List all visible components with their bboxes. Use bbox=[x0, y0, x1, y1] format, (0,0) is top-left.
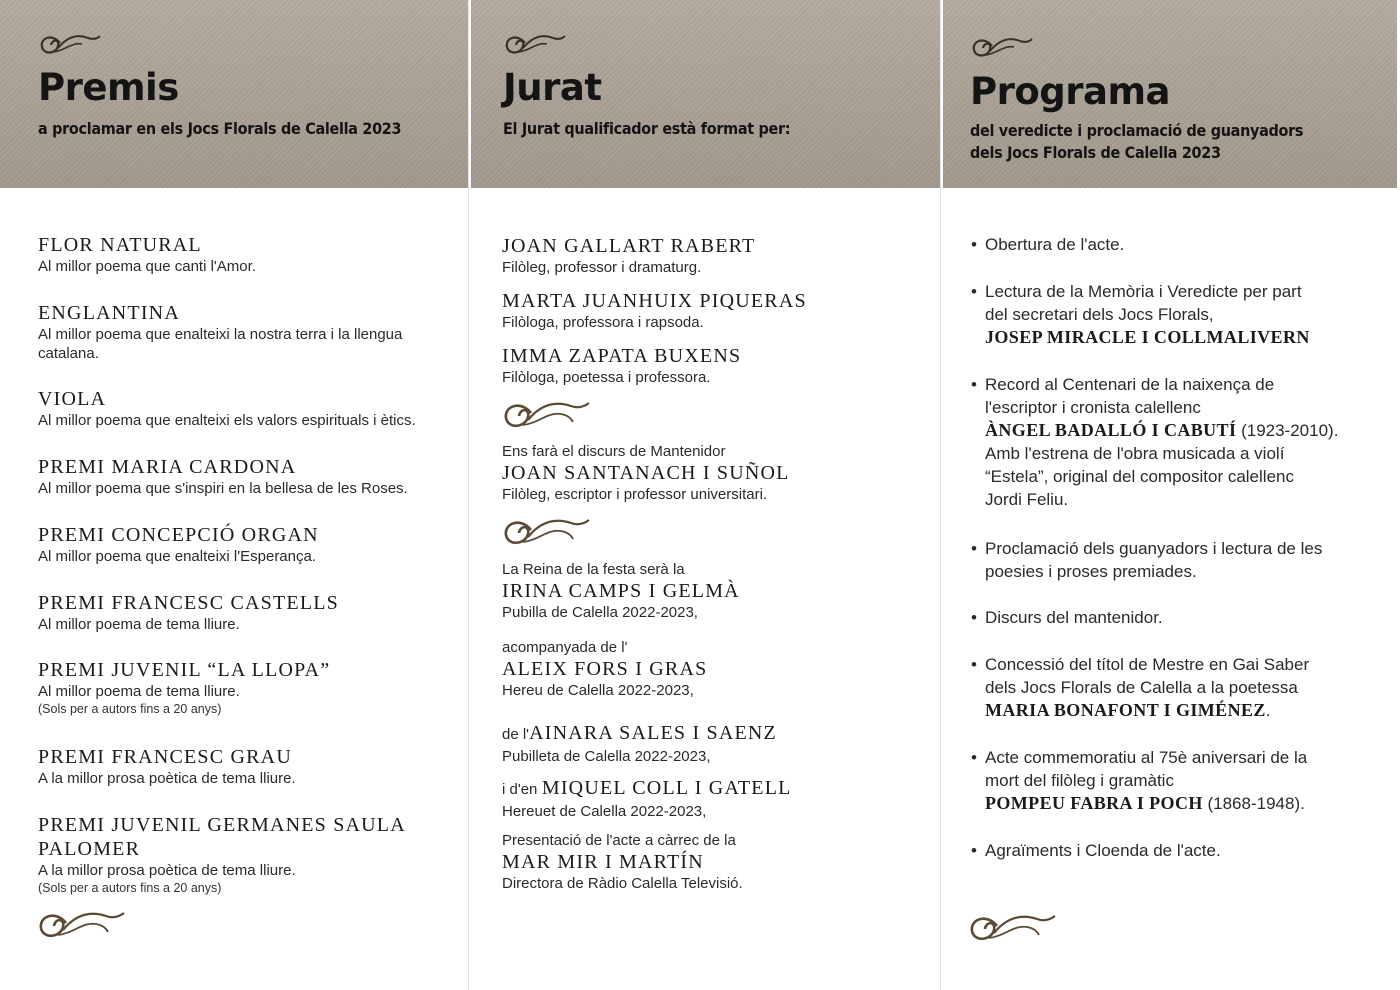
program-text: Proclamació dels guanyadors i lectura de les bbox=[985, 539, 1323, 558]
prize-desc: Al millor poema que enalteixi la nostra terra i la llengua catalana. bbox=[38, 326, 403, 362]
fold-line bbox=[468, 0, 469, 990]
program-text: dels Jocs Florals de Calella a la poetessa bbox=[985, 678, 1298, 697]
hereuet-name: MIQUEL COLL I GATELL bbox=[541, 777, 792, 799]
reina-block bbox=[502, 560, 922, 622]
program-text: Record al Centenari de la naixença de bbox=[985, 375, 1275, 394]
flourish-icon bbox=[36, 906, 126, 946]
member-name: MARTA JUANHUIX PIQUERAS bbox=[502, 290, 807, 312]
program-text: Acte commemoratiu al 75è aniversari de la bbox=[985, 748, 1308, 767]
program-punct: . bbox=[1265, 701, 1271, 720]
program-item bbox=[971, 839, 1351, 862]
prize-desc: Al millor poema que enalteixi l'Esperança. bbox=[38, 548, 317, 565]
jurat-title: Jurat bbox=[503, 66, 602, 109]
prize-name: ENGLANTINA bbox=[38, 302, 180, 324]
prize-note: (Sols per a autors fins a 20 anys) bbox=[38, 702, 222, 716]
prize-desc: A la millor prosa poètica de tema lliure. bbox=[38, 770, 296, 787]
hereu-name: ALEIX FORS I GRAS bbox=[502, 658, 708, 680]
bullet-icon: • bbox=[971, 608, 977, 627]
prize-item bbox=[38, 301, 438, 363]
flourish-icon bbox=[501, 396, 591, 436]
program-item bbox=[971, 606, 1351, 629]
flourish-icon bbox=[503, 30, 567, 60]
jury-member bbox=[502, 234, 922, 277]
prize-desc: Al millor poema que canti l'Amor. bbox=[38, 258, 256, 275]
program-item bbox=[971, 537, 1371, 583]
program-person: MARIA BONAFONT I GIMÉNEZ bbox=[985, 700, 1266, 720]
program-person: ÀNGEL BADALLÓ I CABUTÍ bbox=[985, 420, 1237, 440]
jury-member bbox=[502, 289, 922, 332]
premis-title: Premis bbox=[38, 66, 179, 109]
bullet-icon: • bbox=[971, 282, 977, 301]
bullet-icon: • bbox=[971, 748, 977, 767]
program-text: Agraïments i Cloenda de l'acte. bbox=[985, 841, 1221, 860]
program-item bbox=[971, 373, 1371, 511]
mantenidor-role: Filòleg, escriptor i professor universitari. bbox=[502, 486, 768, 503]
prize-item bbox=[38, 387, 458, 430]
reina-intro: La Reina de la festa serà la bbox=[502, 561, 685, 578]
prize-item bbox=[38, 813, 438, 897]
prize-desc: Al millor poema que enalteixi els valors espirituals i ètics. bbox=[38, 412, 416, 429]
programa-panel bbox=[943, 0, 1397, 990]
program-years: (1923-2010). bbox=[1236, 421, 1339, 440]
bullet-icon: • bbox=[971, 539, 977, 558]
program-text: “Estela”, original del compositor calellenc bbox=[985, 467, 1294, 486]
mantenidor-name: JOAN SANTANACH I SUÑOL bbox=[502, 462, 790, 484]
program-text: Obertura de l'acte. bbox=[985, 235, 1125, 254]
program-text: l'escriptor i cronista calellenc bbox=[985, 398, 1201, 417]
pubilleta-name: AINARA SALES I SAENZ bbox=[529, 722, 777, 744]
program-text: Jordi Feliu. bbox=[985, 490, 1069, 509]
prize-item bbox=[38, 745, 458, 788]
premis-panel bbox=[0, 0, 468, 990]
prize-name: PREMI CONCEPCIÓ ORGAN bbox=[38, 524, 319, 546]
prize-name: PREMI JUVENIL “LA LLOPA” bbox=[38, 659, 331, 681]
programa-header bbox=[943, 0, 1397, 188]
prize-name: FLOR NATURAL bbox=[38, 234, 202, 256]
flourish-icon bbox=[970, 33, 1034, 63]
member-role: Filòleg, professor i dramaturg. bbox=[502, 259, 702, 276]
hereuet-role: Hereuet de Calella 2022-2023, bbox=[502, 803, 707, 820]
prize-desc: Al millor poema de tema lliure. bbox=[38, 683, 240, 700]
prize-name: PREMI FRANCESC GRAU bbox=[38, 746, 292, 768]
bullet-icon: • bbox=[971, 841, 977, 860]
programa-subtitle-line: del veredicte i proclamació de guanyadors bbox=[970, 121, 1304, 140]
flourish-icon bbox=[38, 30, 102, 60]
program-text: Concessió del títol de Mestre en Gai Saber bbox=[985, 655, 1310, 674]
prize-desc: Al millor poema que s'inspiri en la bellesa de les Roses. bbox=[38, 480, 408, 497]
hereu-intro: acompanyada de l' bbox=[502, 639, 628, 656]
prize-item bbox=[38, 233, 438, 276]
prize-note: (Sols per a autors fins a 20 anys) bbox=[38, 881, 222, 895]
pubilleta-role: Pubilleta de Calella 2022-2023, bbox=[502, 748, 711, 765]
programa-subtitle bbox=[970, 120, 1303, 164]
prize-item bbox=[38, 455, 458, 498]
prize-name: VIOLA bbox=[38, 388, 107, 410]
presentacio-block bbox=[502, 831, 922, 893]
programa-subtitle-line: dels Jocs Florals de Calella 2023 bbox=[970, 143, 1221, 162]
programa-title: Programa bbox=[970, 70, 1171, 113]
prize-item bbox=[38, 523, 458, 566]
program-text: poesies i proses premiades. bbox=[985, 562, 1197, 581]
bullet-icon: • bbox=[971, 655, 977, 674]
hereuet-intro: i d'en bbox=[502, 781, 538, 798]
member-name: IMMA ZAPATA BUXENS bbox=[502, 345, 742, 367]
member-role: Filòloga, poetessa i professora. bbox=[502, 369, 711, 386]
prize-name: PREMI FRANCESC CASTELLS bbox=[38, 592, 339, 614]
hereuet-block bbox=[502, 776, 922, 821]
jury-member bbox=[502, 344, 922, 387]
bullet-icon: • bbox=[971, 375, 977, 394]
premis-header bbox=[0, 0, 468, 188]
program-text: del secretari dels Jocs Florals, bbox=[985, 305, 1214, 324]
jurat-panel bbox=[471, 0, 940, 990]
bullet-icon: • bbox=[971, 235, 977, 254]
hereu-block bbox=[502, 638, 922, 700]
presentacio-name: MAR MIR I MARTÍN bbox=[502, 851, 704, 873]
pubilleta-block bbox=[502, 721, 922, 766]
jurat-subtitle: El Jurat qualificador està format per: bbox=[503, 119, 791, 138]
mantenidor-block bbox=[502, 442, 922, 504]
presentacio-role: Directora de Ràdio Calella Televisió. bbox=[502, 875, 743, 892]
reina-name: IRINA CAMPS I GELMÀ bbox=[502, 580, 740, 602]
reina-role: Pubilla de Calella 2022-2023, bbox=[502, 604, 698, 621]
program-item bbox=[971, 233, 1351, 256]
program-text: mort del filòleg i gramàtic bbox=[985, 771, 1174, 790]
hereu-role: Hereu de Calella 2022-2023, bbox=[502, 682, 694, 699]
presentacio-intro: Presentació de l'acte a càrrec de la bbox=[502, 832, 736, 849]
prize-item bbox=[38, 658, 458, 718]
flourish-icon bbox=[501, 513, 591, 553]
program-text: Amb l'estrena de l'obra musicada a violí bbox=[985, 444, 1285, 463]
flourish-icon bbox=[967, 909, 1057, 949]
pubilleta-intro: de l' bbox=[502, 726, 530, 743]
program-text: Lectura de la Memòria i Veredicte per part bbox=[985, 282, 1302, 301]
member-name: JOAN GALLART RABERT bbox=[502, 235, 756, 257]
prize-desc: A la millor prosa poètica de tema lliure. bbox=[38, 862, 296, 879]
member-role: Filòloga, professora i rapsoda. bbox=[502, 314, 704, 331]
program-person: POMPEU FABRA I POCH bbox=[985, 793, 1203, 813]
prize-item bbox=[38, 591, 458, 634]
premis-subtitle: a proclamar en els Jocs Florals de Calella 2023 bbox=[38, 119, 402, 138]
program-years: (1868-1948). bbox=[1202, 794, 1305, 813]
program-item bbox=[971, 746, 1371, 815]
program-item bbox=[971, 280, 1351, 349]
program-item bbox=[971, 653, 1371, 722]
jurat-header bbox=[471, 0, 940, 188]
mantenidor-intro: Ens farà el discurs de Mantenidor bbox=[502, 443, 726, 460]
program-person: JOSEP MIRACLE I COLLMALIVERN bbox=[985, 327, 1310, 347]
prize-name: PREMI JUVENIL GERMANES SAULA PALOMER bbox=[38, 814, 405, 860]
prize-name: PREMI MARIA CARDONA bbox=[38, 456, 297, 478]
fold-line bbox=[940, 0, 941, 990]
prize-desc: Al millor poema de tema lliure. bbox=[38, 616, 240, 633]
program-text: Discurs del mantenidor. bbox=[985, 608, 1163, 627]
